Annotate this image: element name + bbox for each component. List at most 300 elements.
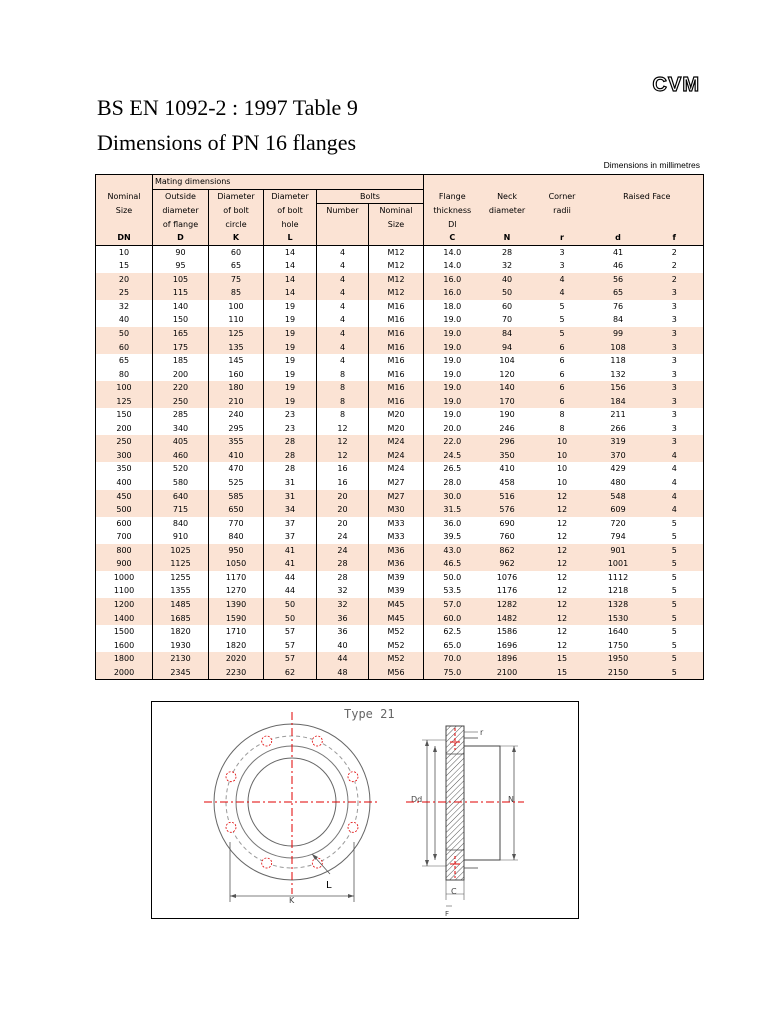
table-cell: 2020 bbox=[209, 652, 264, 666]
code-d-face: d bbox=[591, 231, 646, 245]
table-cell: 296 bbox=[481, 435, 534, 449]
table-cell: 1255 bbox=[153, 571, 209, 585]
table-cell: M12 bbox=[369, 273, 424, 287]
bolt-hole bbox=[226, 822, 236, 832]
code-r: r bbox=[534, 231, 591, 245]
table-cell: 12 bbox=[534, 612, 591, 626]
table-row bbox=[96, 408, 704, 422]
table-cell: 156 bbox=[591, 381, 646, 395]
table-cell: 57 bbox=[264, 652, 317, 666]
table-cell: 19 bbox=[264, 313, 317, 327]
table-cell: 28 bbox=[264, 449, 317, 463]
table-cell: 240 bbox=[209, 408, 264, 422]
table-cell: 266 bbox=[610, 423, 626, 433]
table-cell: 12 bbox=[556, 518, 568, 528]
table-row bbox=[96, 435, 704, 449]
bolt-hole bbox=[226, 772, 236, 782]
table-cell: 60 bbox=[209, 245, 264, 259]
table-cell: 26.5 bbox=[424, 462, 481, 476]
table-cell: 145 bbox=[209, 354, 264, 368]
table-cell: 12 bbox=[534, 490, 591, 504]
table-cell: 319 bbox=[591, 435, 646, 449]
table-cell: 429 bbox=[610, 464, 626, 474]
table-cell: 410 bbox=[209, 449, 264, 463]
table-cell: 110 bbox=[209, 313, 264, 327]
table-cell: 40 bbox=[317, 639, 369, 653]
table-cell: 4 bbox=[646, 503, 704, 517]
table-cell: 250 bbox=[153, 395, 209, 409]
table-cell: 125 bbox=[209, 327, 264, 341]
table-cell: 50 bbox=[264, 598, 317, 612]
table-cell: 12 bbox=[534, 557, 591, 571]
table-cell: 40 bbox=[96, 313, 153, 327]
table-row bbox=[96, 612, 704, 626]
table-cell: 4 bbox=[317, 354, 369, 368]
table-cell: 4 bbox=[646, 449, 704, 463]
label-c: C bbox=[451, 887, 457, 896]
table-row bbox=[96, 571, 704, 585]
table-cell: 23 bbox=[264, 422, 317, 436]
diagram-title: Type 21 bbox=[344, 707, 395, 721]
table-cell: 15 bbox=[96, 259, 153, 273]
table-row bbox=[96, 327, 704, 341]
table-cell: 31 bbox=[264, 490, 317, 504]
table-row bbox=[96, 639, 704, 653]
table-cell: M52 bbox=[369, 652, 424, 666]
table-cell: M36 bbox=[369, 544, 424, 558]
table-cell: 4 bbox=[317, 286, 369, 300]
mating-dimensions-header: Mating dimensions bbox=[153, 175, 424, 190]
table-cell: 19 bbox=[264, 300, 317, 314]
table-cell: 19 bbox=[264, 395, 317, 409]
table-cell: 84 bbox=[612, 315, 624, 325]
table-cell: 4 bbox=[534, 286, 591, 300]
table-cell: M12 bbox=[369, 245, 424, 259]
table-row bbox=[96, 462, 704, 476]
table-cell: M24 bbox=[369, 449, 424, 463]
table-cell: M12 bbox=[369, 286, 424, 300]
bolt-circle-header-line2: of bolt bbox=[209, 204, 264, 218]
table-cell: 19.0 bbox=[424, 408, 481, 422]
table-cell: 2130 bbox=[153, 652, 209, 666]
table-cell: 28 bbox=[264, 462, 317, 476]
table-cell: M20 bbox=[369, 422, 424, 436]
table-cell: 30.0 bbox=[424, 490, 481, 504]
table-cell: 65 bbox=[96, 354, 153, 368]
table-cell: 12 bbox=[317, 422, 369, 436]
corner-radii-header-line2: radii bbox=[534, 204, 591, 218]
table-cell: 19.0 bbox=[424, 395, 481, 409]
table-cell: 19.0 bbox=[424, 313, 481, 327]
table-cell: 2230 bbox=[209, 666, 264, 680]
table-cell: 95 bbox=[153, 259, 209, 273]
table-cell: 43.0 bbox=[424, 544, 481, 558]
table-cell: 25 bbox=[96, 286, 153, 300]
table-cell: 5 bbox=[646, 530, 704, 544]
table-cell: 1000 bbox=[96, 571, 153, 585]
table-cell: 140 bbox=[481, 381, 534, 395]
table-cell: 14 bbox=[264, 259, 317, 273]
table-cell: M16 bbox=[369, 300, 424, 314]
table-cell: 24 bbox=[317, 530, 369, 544]
table-row bbox=[96, 368, 704, 382]
table-row bbox=[96, 300, 704, 314]
table-cell: 862 bbox=[481, 544, 534, 558]
table-cell: 23 bbox=[264, 408, 317, 422]
table-row bbox=[96, 245, 704, 259]
table-cell: 1820 bbox=[153, 625, 209, 639]
table-cell: 75.0 bbox=[424, 666, 481, 680]
table-cell: 1125 bbox=[153, 557, 209, 571]
table-cell: 609 bbox=[591, 503, 646, 517]
table-cell: 4 bbox=[317, 327, 369, 341]
table-cell: 211 bbox=[610, 410, 626, 420]
table-cell: 4 bbox=[646, 462, 704, 476]
table-cell: 1485 bbox=[153, 598, 209, 612]
bolt-hole bbox=[312, 736, 322, 746]
table-cell: 220 bbox=[153, 381, 209, 395]
table-cell: 140 bbox=[153, 300, 209, 314]
table-cell: 3 bbox=[646, 435, 704, 449]
table-cell: 6 bbox=[559, 369, 565, 379]
table-cell: 41 bbox=[612, 247, 624, 257]
code-k: K bbox=[209, 231, 264, 245]
front-view bbox=[204, 712, 380, 905]
table-cell: 4 bbox=[317, 273, 369, 287]
table-cell: 2345 bbox=[153, 666, 209, 680]
table-cell: 1176 bbox=[496, 586, 518, 596]
table-row bbox=[96, 476, 704, 490]
table-row bbox=[96, 517, 704, 531]
table-cell: 6 bbox=[534, 395, 591, 409]
table-cell: 200 bbox=[96, 422, 153, 436]
table-cell: 50 bbox=[481, 286, 534, 300]
table-cell: 640 bbox=[153, 490, 209, 504]
table-cell: 46.5 bbox=[424, 557, 481, 571]
nominal-header-line2: Size bbox=[96, 204, 153, 218]
table-cell: 480 bbox=[610, 478, 626, 488]
table-cell: 22.0 bbox=[424, 435, 481, 449]
table-cell: 12 bbox=[556, 640, 568, 650]
table-cell: 14 bbox=[264, 286, 317, 300]
table-cell: 170 bbox=[481, 395, 534, 409]
table-cell: 340 bbox=[153, 422, 209, 436]
table-cell: M52 bbox=[369, 625, 424, 639]
table-cell: 12 bbox=[556, 627, 568, 637]
table-cell: 585 bbox=[209, 490, 264, 504]
code-c: C bbox=[424, 231, 481, 245]
neck-diameter-header-line2: diameter bbox=[481, 204, 534, 218]
table-cell: 3 bbox=[646, 286, 704, 300]
table-cell: 37 bbox=[264, 530, 317, 544]
label-n: N bbox=[508, 795, 514, 804]
table-cell: 3 bbox=[646, 381, 704, 395]
table-cell: 350 bbox=[96, 462, 153, 476]
table-cell: 5 bbox=[559, 301, 565, 311]
table-cell: 1355 bbox=[153, 584, 209, 598]
table-cell: 1500 bbox=[96, 625, 153, 639]
table-cell: M33 bbox=[369, 530, 424, 544]
table-cell: 910 bbox=[153, 530, 209, 544]
table-cell: 31.5 bbox=[424, 503, 481, 517]
table-cell: 1170 bbox=[209, 571, 264, 585]
table-cell: 5 bbox=[646, 544, 704, 558]
table-cell: 1640 bbox=[607, 627, 629, 637]
table-cell: 12 bbox=[534, 544, 591, 558]
table-cell: 1112 bbox=[607, 572, 629, 582]
table-cell: 19.0 bbox=[424, 368, 481, 382]
table-cell: 32 bbox=[317, 584, 369, 598]
table-cell: 576 bbox=[481, 503, 534, 517]
flange-thickness-header-line3: Dl bbox=[424, 218, 481, 232]
table-cell: 1750 bbox=[607, 640, 629, 650]
table-cell: M36 bbox=[369, 557, 424, 571]
table-row bbox=[96, 584, 704, 598]
table-cell: 16.0 bbox=[424, 286, 481, 300]
table-cell: 28 bbox=[317, 557, 369, 571]
table-cell: 32 bbox=[96, 300, 153, 314]
table-cell: 60.0 bbox=[424, 612, 481, 626]
table-cell: 4 bbox=[317, 300, 369, 314]
table-cell: 48 bbox=[317, 666, 369, 680]
table-cell: 5 bbox=[646, 598, 704, 612]
table-cell: 28 bbox=[501, 247, 513, 257]
table-cell: 57.0 bbox=[424, 598, 481, 612]
table-cell: 355 bbox=[209, 435, 264, 449]
table-cell: 1896 bbox=[481, 652, 534, 666]
label-r: r bbox=[480, 728, 484, 737]
table-cell: 794 bbox=[610, 532, 626, 542]
table-cell: 1050 bbox=[209, 557, 264, 571]
table-cell: 16.0 bbox=[424, 273, 481, 287]
table-cell: 40 bbox=[481, 273, 534, 287]
table-cell: 650 bbox=[209, 503, 264, 517]
table-row bbox=[96, 666, 704, 680]
code-size bbox=[369, 231, 424, 245]
table-cell: 4 bbox=[646, 476, 704, 490]
table-cell: 8 bbox=[559, 410, 565, 420]
table-cell: 46 bbox=[612, 261, 624, 271]
table-cell: 19 bbox=[264, 381, 317, 395]
table-cell: 500 bbox=[96, 503, 153, 517]
flange-thickness-header-line2: thickness bbox=[424, 204, 481, 218]
code-f: f bbox=[646, 231, 704, 245]
bolt-hole bbox=[262, 736, 272, 746]
table-cell: 36 bbox=[317, 625, 369, 639]
code-l: L bbox=[264, 231, 317, 245]
bolt-hole bbox=[262, 858, 272, 868]
table-row bbox=[96, 422, 704, 436]
table-cell: 460 bbox=[153, 449, 209, 463]
table-cell: 3 bbox=[646, 341, 704, 355]
table-cell: 2 bbox=[646, 273, 704, 287]
table-cell: 3 bbox=[646, 327, 704, 341]
table-cell: 6 bbox=[559, 356, 565, 366]
table-cell: 1696 bbox=[496, 640, 518, 650]
table-cell: 12 bbox=[556, 572, 568, 582]
table-cell: 295 bbox=[209, 422, 264, 436]
table-cell: 5 bbox=[559, 315, 565, 325]
table-cell: 180 bbox=[209, 381, 264, 395]
table-cell: 962 bbox=[481, 557, 534, 571]
table-cell: 16 bbox=[317, 476, 369, 490]
table-row bbox=[96, 286, 704, 300]
table-cell: 34 bbox=[264, 503, 317, 517]
table-cell: 99 bbox=[591, 327, 646, 341]
bolts-size-header-line2: Size bbox=[369, 218, 424, 232]
table-cell: 1100 bbox=[96, 584, 153, 598]
table-cell: 118 bbox=[610, 356, 626, 366]
table-row bbox=[96, 273, 704, 287]
table-cell: 28 bbox=[264, 435, 317, 449]
table-cell: 5 bbox=[646, 639, 704, 653]
table-cell: 15 bbox=[534, 666, 591, 680]
table-cell: 12 bbox=[556, 532, 568, 542]
table-cell: 125 bbox=[96, 395, 153, 409]
table-cell: 175 bbox=[153, 341, 209, 355]
table-cell: 4 bbox=[534, 273, 591, 287]
table-cell: M24 bbox=[369, 435, 424, 449]
table-cell: 105 bbox=[153, 273, 209, 287]
table-cell: M16 bbox=[369, 341, 424, 355]
table-cell: 3 bbox=[646, 368, 704, 382]
table-cell: 150 bbox=[96, 408, 153, 422]
table-cell: 8 bbox=[559, 423, 565, 433]
table-cell: 800 bbox=[96, 544, 153, 558]
table-cell: 1025 bbox=[153, 544, 209, 558]
table-cell: M27 bbox=[369, 490, 424, 504]
table-cell: 70 bbox=[501, 315, 513, 325]
table-cell: M24 bbox=[369, 462, 424, 476]
table-cell: 525 bbox=[209, 476, 264, 490]
table-cell: 1328 bbox=[591, 598, 646, 612]
table-cell: 901 bbox=[591, 544, 646, 558]
table-cell: 350 bbox=[481, 449, 534, 463]
table-cell: 19.0 bbox=[424, 381, 481, 395]
table-cell: 520 bbox=[153, 462, 209, 476]
code-d-outside: D bbox=[153, 231, 209, 245]
table-cell: 2 bbox=[646, 259, 704, 273]
table-cell: 32 bbox=[501, 261, 513, 271]
table-cell: 18.0 bbox=[424, 300, 481, 314]
bolt-hole bbox=[348, 772, 358, 782]
table-cell: 53.5 bbox=[424, 584, 481, 598]
table-cell: 5 bbox=[646, 557, 704, 571]
table-cell: 285 bbox=[153, 408, 209, 422]
table-cell: 14 bbox=[264, 273, 317, 287]
corner-radii-header: Corner bbox=[534, 189, 591, 204]
table-cell: 60 bbox=[96, 341, 153, 355]
table-row bbox=[96, 625, 704, 639]
nominal-header: Nominal bbox=[96, 189, 153, 204]
table-cell: 39.5 bbox=[424, 530, 481, 544]
table-cell: 1685 bbox=[153, 612, 209, 626]
table-cell: 1586 bbox=[496, 627, 518, 637]
table-cell: 65 bbox=[209, 259, 264, 273]
table-row bbox=[96, 530, 704, 544]
table-cell: 65.0 bbox=[424, 639, 481, 653]
label-d: Dd bbox=[411, 795, 423, 804]
bolts-number-header: Number bbox=[317, 204, 369, 218]
table-cell: M30 bbox=[369, 503, 424, 517]
table-cell: 20.0 bbox=[424, 422, 481, 436]
table-cell: 1950 bbox=[591, 652, 646, 666]
table-cell: 65 bbox=[591, 286, 646, 300]
table-cell: 14 bbox=[264, 245, 317, 259]
table-cell: 2000 bbox=[96, 666, 153, 680]
table-cell: 76 bbox=[612, 301, 624, 311]
table-cell: 1270 bbox=[209, 584, 264, 598]
table-cell: 8 bbox=[317, 408, 369, 422]
table-cell: 62 bbox=[264, 666, 317, 680]
table-cell: 135 bbox=[209, 341, 264, 355]
table-cell: 132 bbox=[610, 369, 626, 379]
table-cell: 184 bbox=[591, 395, 646, 409]
table-cell: M16 bbox=[369, 327, 424, 341]
table-cell: 165 bbox=[153, 327, 209, 341]
table-cell: 19 bbox=[264, 354, 317, 368]
table-cell: 840 bbox=[153, 517, 209, 531]
table-cell: 2100 bbox=[481, 666, 534, 680]
side-view bbox=[406, 726, 524, 918]
table-cell: M56 bbox=[369, 666, 424, 680]
table-cell: 3 bbox=[646, 300, 704, 314]
table-cell: 14.0 bbox=[424, 245, 481, 259]
table-cell: 190 bbox=[499, 410, 515, 420]
table-cell: 2 bbox=[646, 245, 704, 259]
table-cell: 10 bbox=[556, 478, 568, 488]
table-cell: 458 bbox=[499, 478, 515, 488]
table-cell: 5 bbox=[646, 612, 704, 626]
table-cell: 104 bbox=[499, 356, 515, 366]
table-cell: 60 bbox=[501, 301, 513, 311]
table-cell: 3 bbox=[559, 247, 565, 257]
table-cell: M16 bbox=[369, 368, 424, 382]
flange-dimensions-table bbox=[95, 174, 704, 680]
table-cell: M16 bbox=[369, 354, 424, 368]
table-cell: 108 bbox=[591, 341, 646, 355]
table-cell: 1930 bbox=[153, 639, 209, 653]
table-cell: 1200 bbox=[96, 598, 153, 612]
table-cell: 94 bbox=[481, 341, 534, 355]
table-cell: 250 bbox=[96, 435, 153, 449]
table-cell: 4 bbox=[317, 341, 369, 355]
table-cell: 50 bbox=[264, 612, 317, 626]
table-cell: 36.0 bbox=[424, 517, 481, 531]
cvm-logo: CVM bbox=[652, 74, 700, 96]
table-row bbox=[96, 557, 704, 571]
table-cell: 185 bbox=[153, 354, 209, 368]
table-cell: 12 bbox=[317, 449, 369, 463]
table-cell: 1001 bbox=[591, 557, 646, 571]
bolt-hole-header-line2: of bolt bbox=[264, 204, 317, 218]
table-cell: 19.0 bbox=[424, 327, 481, 341]
table-cell: 5 bbox=[646, 652, 704, 666]
table-cell: 760 bbox=[499, 532, 515, 542]
table-cell: 80 bbox=[96, 368, 153, 382]
table-cell: 4 bbox=[317, 313, 369, 327]
table-row bbox=[96, 652, 704, 666]
table-cell: 4 bbox=[317, 245, 369, 259]
table-cell: 62.5 bbox=[424, 625, 481, 639]
raised-face-header: Raised Face bbox=[591, 189, 704, 204]
bolt-hole bbox=[348, 822, 358, 832]
code-number bbox=[317, 231, 369, 245]
outside-diameter-header-line3: of flange bbox=[153, 218, 209, 232]
table-cell: 19 bbox=[264, 368, 317, 382]
table-cell: 1800 bbox=[96, 652, 153, 666]
table-cell: M52 bbox=[369, 639, 424, 653]
